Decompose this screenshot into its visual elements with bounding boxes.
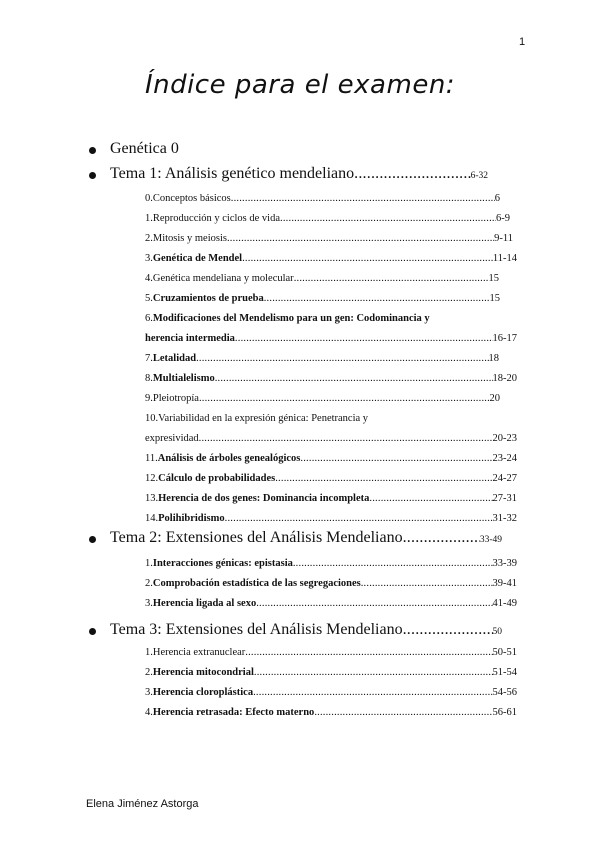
- toc-item-text: Herencia cloroplástica: [152, 687, 254, 698]
- toc-item-number: 1.: [145, 647, 153, 658]
- toc-item-text: Herencia mitocondrial: [152, 667, 254, 678]
- toc-item-number: 12.: [145, 473, 159, 484]
- toc-tema2-label: Tema 2: Extensiones del Análisis Mendeliano: [110, 529, 403, 546]
- bullet-icon: [89, 628, 96, 635]
- toc-item-number: 9.: [145, 393, 153, 404]
- leader-dots: [245, 647, 492, 658]
- toc-item-pages: 11-14: [492, 253, 517, 264]
- leader-dots: [294, 273, 489, 284]
- bullet-icon: [89, 147, 96, 154]
- toc-item-pages: 20: [489, 393, 500, 404]
- leader-dots: [354, 165, 470, 183]
- toc-item-pages: 6: [494, 193, 500, 204]
- toc-item-text: Herencia extranuclear: [152, 647, 246, 658]
- toc-item-pages: 20-23: [492, 433, 517, 444]
- leader-dots: [254, 667, 493, 678]
- toc-item-text: herencia intermedia: [145, 333, 235, 344]
- toc-item-number: 14.: [145, 513, 159, 524]
- toc-item-pages: 31-32: [492, 513, 517, 524]
- toc-item-text: Genética mendeliana y molecular: [152, 273, 294, 284]
- toc-item-number: 10.: [145, 413, 159, 424]
- toc-item-continuation: [145, 433, 517, 444]
- toc-item-number: 4.: [145, 273, 153, 284]
- leader-dots: [264, 293, 490, 304]
- page-title: Índice para el examen:: [144, 70, 456, 100]
- toc-item-number: 8.: [145, 373, 153, 384]
- toc-item-text: Modificaciones del Mendelismo para un gen: Codominancia y: [152, 313, 430, 324]
- toc-item: [145, 578, 517, 589]
- leader-dots: [403, 529, 480, 547]
- toc-item-number: 2.: [145, 233, 153, 244]
- leader-dots: [293, 558, 493, 569]
- toc-item: [145, 213, 510, 224]
- footer-author: Elena Jiménez Astorga: [86, 798, 199, 810]
- toc-item: [145, 667, 517, 678]
- toc-item-text: Pleiotropía: [152, 393, 199, 404]
- toc-item-pages: 9-11: [494, 233, 513, 244]
- toc-item: [145, 353, 499, 364]
- leader-dots: [253, 687, 492, 698]
- toc-genetica0: [110, 140, 179, 158]
- toc-item: [145, 453, 517, 464]
- leader-dots: [361, 578, 493, 589]
- toc-item-text: Letalidad: [152, 353, 197, 364]
- toc-item-pages: 41-49: [492, 598, 517, 609]
- leader-dots: [242, 253, 493, 264]
- toc-item-pages: 18: [488, 353, 499, 364]
- toc-item: [145, 513, 517, 524]
- leader-dots: [215, 373, 493, 384]
- toc-item-pages: 16-17: [492, 333, 517, 344]
- leader-dots: [275, 473, 492, 484]
- toc-item-pages: 15: [488, 273, 499, 284]
- toc-item-pages: 56-61: [492, 707, 517, 718]
- toc-item-number: 7.: [145, 353, 153, 364]
- toc-item: [145, 233, 513, 244]
- toc-item: [145, 273, 499, 284]
- toc-item-pages: 50-51: [492, 647, 517, 658]
- toc-item-number: 2.: [145, 578, 153, 589]
- toc-item-text: expresividad: [145, 433, 199, 444]
- toc-item-text: Análisis de árboles genealógicos: [157, 453, 301, 464]
- toc-item-pages: 6-9: [496, 213, 510, 224]
- toc-item-text: Herencia ligada al sexo: [152, 598, 257, 609]
- toc-item: [145, 313, 430, 324]
- bullet-icon: [89, 172, 96, 179]
- toc-item-continuation: [145, 333, 517, 344]
- toc-item-text: Herencia de dos genes: Dominancia incompleta: [158, 493, 370, 504]
- toc-item-number: 1.: [145, 213, 153, 224]
- toc-item: [145, 687, 517, 698]
- leader-dots: [369, 493, 492, 504]
- toc-item-number: 3.: [145, 598, 153, 609]
- toc-tema2: [110, 529, 502, 547]
- toc-item: [145, 647, 517, 658]
- toc-item-pages: 15: [489, 293, 500, 304]
- toc-tema3: [110, 621, 502, 639]
- toc-item-pages: 54-56: [492, 687, 517, 698]
- toc-item: [145, 598, 517, 609]
- leader-dots: [280, 213, 496, 224]
- toc-tema1-label: Tema 1: Análisis genético mendeliano: [110, 165, 355, 182]
- toc-item: [145, 413, 368, 424]
- leader-dots: [225, 513, 493, 524]
- leader-dots: [256, 598, 492, 609]
- toc-tema3-label: Tema 3: Extensiones del Análisis Mendeliano: [110, 621, 403, 638]
- toc-tema1: [110, 165, 488, 183]
- toc-item: [145, 707, 517, 718]
- toc-item: [145, 293, 500, 304]
- toc-item-text: Cruzamientos de prueba: [152, 293, 264, 304]
- toc-item-text: Variabilidad en la expresión génica: Penetrancia y: [158, 413, 369, 424]
- toc-item-number: 6.: [145, 313, 153, 324]
- toc-item-number: 1.: [145, 558, 153, 569]
- toc-item-number: 3.: [145, 687, 153, 698]
- toc-genetica0-label: Genética 0: [110, 140, 179, 157]
- leader-dots: [199, 393, 490, 404]
- toc-item: [145, 558, 517, 569]
- toc-item-pages: 33-39: [492, 558, 517, 569]
- leader-dots: [403, 621, 493, 639]
- leader-dots: [231, 193, 495, 204]
- leader-dots: [314, 707, 492, 718]
- toc-item-pages: 24-27: [492, 473, 517, 484]
- toc-item: [145, 193, 500, 204]
- toc-item-text: Reproducción y ciclos de vida: [152, 213, 281, 224]
- toc-item-pages: 39-41: [492, 578, 517, 589]
- toc-item-pages: 51-54: [492, 667, 517, 678]
- toc-item: [145, 373, 517, 384]
- leader-dots: [227, 233, 494, 244]
- toc-item-pages: 27-31: [492, 493, 517, 504]
- leader-dots: [199, 433, 493, 444]
- toc-item-pages: 18-20: [492, 373, 517, 384]
- toc-item: [145, 493, 517, 504]
- toc-item-number: 4.: [145, 707, 153, 718]
- toc-item-number: 13.: [145, 493, 159, 504]
- leader-dots: [235, 333, 493, 344]
- toc-item-number: 2.: [145, 667, 153, 678]
- toc-item-number: 0.: [145, 193, 153, 204]
- toc-item-number: 3.: [145, 253, 153, 264]
- page-number: 1: [519, 36, 526, 48]
- toc-item-text: Interacciones génicas: epistasia: [152, 558, 293, 569]
- toc-item-text: Genética de Mendel: [152, 253, 243, 264]
- toc-item: [145, 473, 517, 484]
- toc-tema3-pages: 50: [492, 627, 502, 637]
- toc-item: [145, 253, 517, 264]
- toc-item-text: Herencia retrasada: Efecto materno: [152, 707, 315, 718]
- toc-item: [145, 393, 500, 404]
- leader-dots: [196, 353, 488, 364]
- toc-tema1-pages: 6-32: [470, 171, 488, 181]
- toc-item-pages: 23-24: [492, 453, 517, 464]
- toc-item-text: Polihibridismo: [158, 513, 225, 524]
- toc-item-text: Conceptos básicos: [152, 193, 231, 204]
- leader-dots: [300, 453, 492, 464]
- toc-item-number: 11.: [145, 453, 158, 464]
- toc-tema2-pages: 33-49: [479, 535, 502, 545]
- toc-item-text: Cálculo de probabilidades: [158, 473, 276, 484]
- toc-item-text: Multialelismo: [152, 373, 215, 384]
- toc-item-number: 5.: [145, 293, 153, 304]
- toc-item-text: Comprobación estadística de las segregaciones: [152, 578, 361, 589]
- bullet-icon: [89, 536, 96, 543]
- toc-item-text: Mitosis y meiosis: [152, 233, 227, 244]
